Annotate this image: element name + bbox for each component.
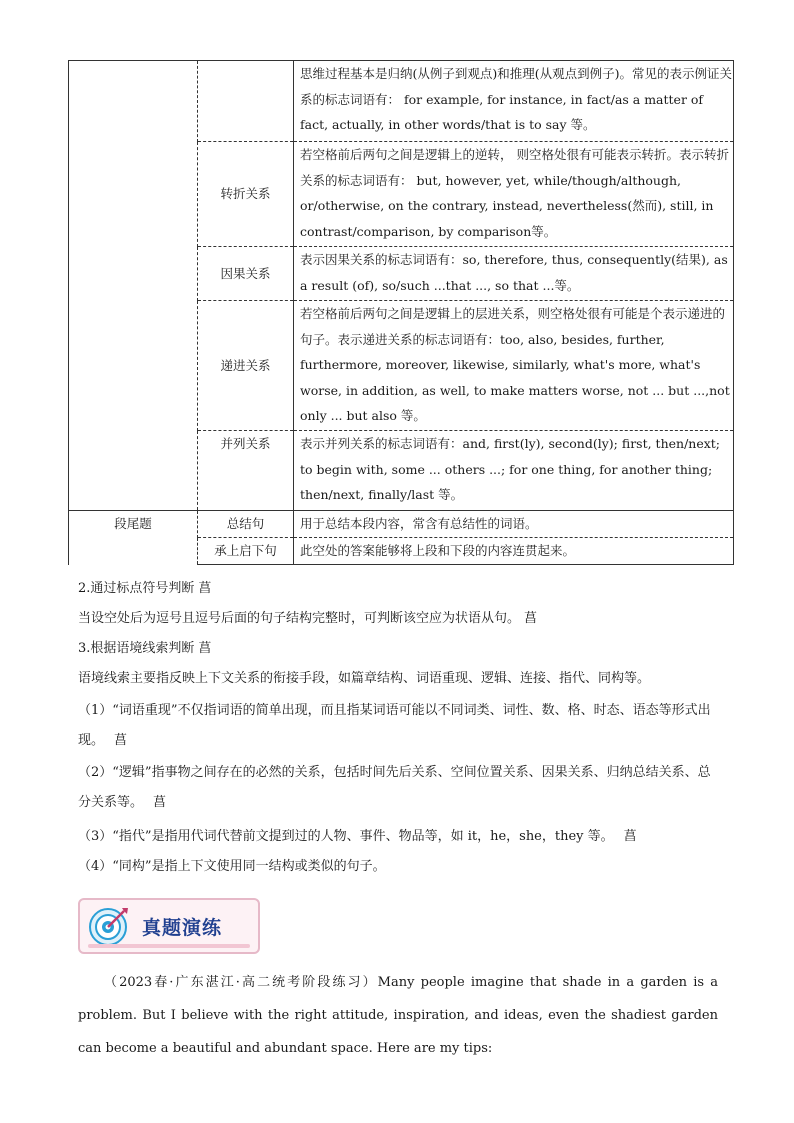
mark-glyph: 菖 <box>153 795 167 810</box>
table-label-cell: 递进关系 <box>198 301 294 431</box>
table-group-cell <box>69 61 198 511</box>
target-icon <box>88 905 130 947</box>
heading-text: 3.根据语境线索判断 <box>78 641 195 656</box>
table-row <box>69 61 734 142</box>
table-label-cell <box>198 61 294 142</box>
table-label-cell: 转折关系 <box>198 142 294 247</box>
table-desc-cell: 表示并列关系的标志词语有：and, first(ly), second(ly); first, then/next; to begin with, some ... others ...; for one thing, for another thing; then/next, finally/last 等。 <box>294 431 734 511</box>
heading-text: 2.通过标点符号判断 <box>78 581 195 596</box>
table-desc-cell: 此空处的答案能够将上段和下段的内容连贯起来。 <box>294 538 734 565</box>
list-item <box>78 822 637 852</box>
table-group-cell <box>69 511 198 565</box>
mark-glyph: 菖 <box>198 641 212 656</box>
exercise-paragraph: （2023春·广东湛江·高二统考阶段练习）Many people imagine that shade in a garden is a problem. But I believe with the right attitude, inspiration, and ideas, even the shadiest garden can become a beautiful and abundant space. Here are my tips: <box>78 975 718 1056</box>
list-item: （4）“同构”是指上下文使用同一结构或类似的句子。 <box>78 859 386 874</box>
section-heading <box>78 574 211 604</box>
table-row <box>69 511 734 538</box>
list-item-text: （1）“词语重现”不仅指词语的简单出现，而且指某词语可能以不同词类、词性、数、格、时态、语态等形式出现。 <box>78 703 711 748</box>
mark-glyph: 菖 <box>623 829 637 844</box>
table-desc-cell: 表示因果关系的标志词语有：so, therefore, thus, consequently(结果), as a result (of), so/such ...that ..., so that ...等。 <box>294 247 734 301</box>
logic-relations-table <box>68 60 734 565</box>
table-desc-cell: 用于总结本段内容，常含有总结性的词语。 <box>294 511 734 538</box>
list-item-text: （3）“指代”是指用代词代替前文提到过的人物、事件、物品等，如 it，he，she，they 等。 <box>78 829 614 844</box>
paragraph-text: 当设空处后为逗号且逗号后面的句子结构完整时，可判断该空应为状语从句。 <box>78 611 521 626</box>
mark-glyph: 菖 <box>114 733 128 748</box>
table-group-label: 段尾题 <box>114 516 152 531</box>
table-label-cell: 承上启下句 <box>198 538 294 565</box>
section-heading <box>78 634 211 664</box>
table-label-cell: 因果关系 <box>198 247 294 301</box>
table-desc-cell: 若空格前后两句之间是逻辑上的逆转， 则空格处很有可能表示转折。表示转折关系的标志词语有： but, however, yet, while/though/although, or/otherwise, on the contrary, instead, nevertheless(然而), still, in contrast/comparison, by comparison等。 <box>294 142 734 247</box>
banner-title: 真题演练 <box>142 917 223 939</box>
mark-glyph: 菖 <box>524 611 538 626</box>
paragraph: 语境线索主要指反映上下文关系的衔接手段，如篇章结构、词语重现、逻辑、连接、指代、同构等。 <box>78 671 651 686</box>
table-desc-cell: 若空格前后两句之间是逻辑上的层进关系，则空格处很有可能是个表示递进的句子。表示递进关系的标志词语有：too, also, besides, further, furthermore, moreover, likewise, similarly, what's more, what's worse, in addition, as well, to make matters worse, not ... but ...,not only ... but also 等。 <box>294 301 734 431</box>
table-label-cell: 并列关系 <box>198 431 294 511</box>
table-label-cell: 总结句 <box>198 511 294 538</box>
list-item <box>78 696 718 756</box>
list-item <box>78 758 718 818</box>
list-item-text: （2）“逻辑”指事物之间存在的必然的关系，包括时间先后关系、空间位置关系、因果关系、归纳总结关系、总分关系等。 <box>78 765 711 810</box>
paragraph <box>78 604 537 634</box>
table-desc-cell: 思维过程基本是归纳(从例子到观点)和推理(从观点到例子)。常见的表示例证关系的标志词语有： for example, for instance, in fact/as a matter of fact, actually, in other words/that is to say 等。 <box>294 61 734 142</box>
mark-glyph: 菖 <box>198 581 212 596</box>
section-banner <box>78 898 260 954</box>
banner-underline <box>88 944 250 948</box>
